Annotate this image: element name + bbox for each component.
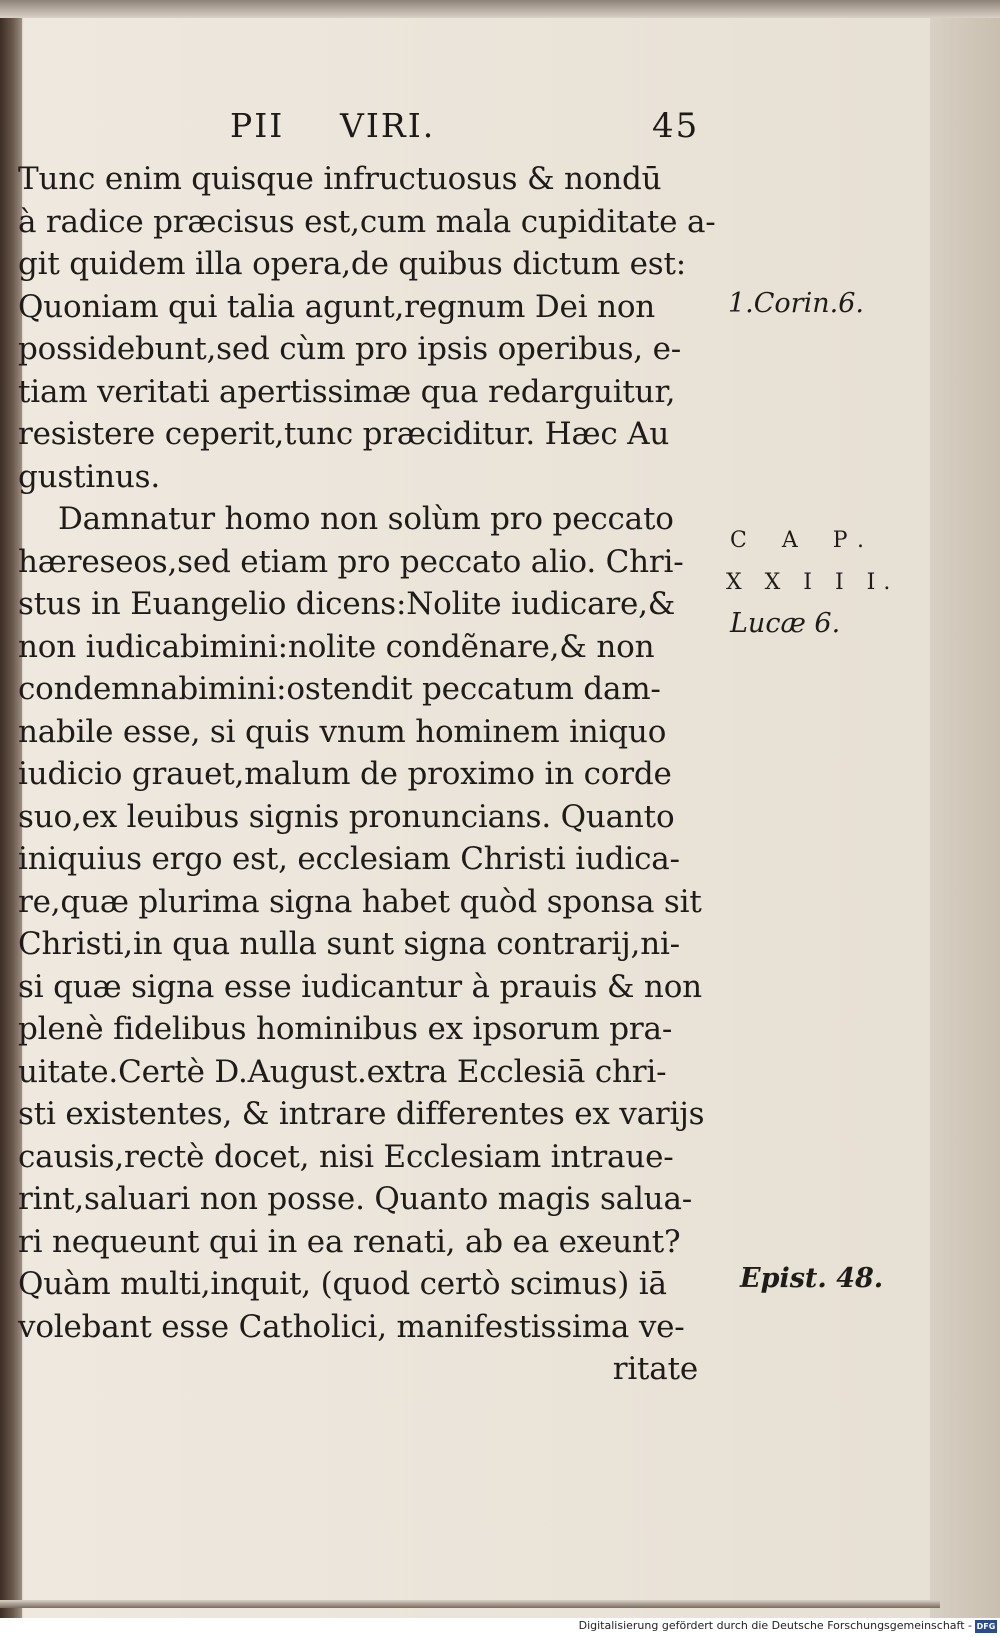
margin-note: Lucæ 6.	[730, 608, 841, 639]
text-line: à radice præcisus est,cum mala cupiditate a-	[18, 203, 716, 240]
main-text	[18, 158, 899, 1391]
running-header	[0, 106, 1000, 156]
text-line: hæreseos,sed etiam pro peccato alio. Chri-	[18, 543, 684, 580]
text-line: iniquius ergo est, ecclesiam Christi iudica-	[18, 841, 680, 877]
text-line: iudicio grauet,malum de proximo in corde	[18, 756, 672, 792]
text-line: Tunc enim quisque infructuosus & nondū	[18, 161, 662, 197]
text-line: condemnabimini:ostendit peccatum dam-	[18, 671, 661, 707]
text-line: si quæ signa esse iudicantur à prauis & non	[18, 968, 702, 1005]
text-line: non iudicabimini:nolite condẽnare,& non	[18, 628, 655, 665]
margin-note: X X I I I.	[726, 570, 899, 595]
text-line: ri nequeunt qui in ea renati, ab ea exeunt?	[18, 1223, 681, 1260]
text-line: plenè fidelibus hominibus ex ipsorum pra-	[18, 1011, 673, 1047]
text-line: git quidem illa opera,de quibus dictum est:	[18, 246, 687, 282]
text-line: gustinus.	[18, 458, 160, 495]
footer-credit: Digitalisierung gefördert durch die Deutsche Forschungsgemeinschaft -	[578, 1619, 972, 1632]
text-line: stus in Euangelio dicens:Nolite iudicare,&	[18, 586, 676, 622]
text-line: re,quæ plurima signa habet quòd sponsa sit	[18, 883, 702, 920]
header-left: PII	[230, 106, 285, 145]
text-line: sti existentes, & intrare differentes ex varijs	[18, 1096, 705, 1132]
text-line: uitate.Certè D.August.extra Ecclesiā chri-	[18, 1053, 667, 1090]
text-line: tiam veritati apertissimæ qua redarguitur,	[18, 373, 676, 410]
text-line: resistere ceperit,tunc præciditur. Hæc Au	[18, 416, 670, 452]
margin-note: C A P.	[730, 528, 879, 553]
header-right: VIRI.	[340, 106, 436, 145]
text-line: nabile esse, si quis vnum hominem iniquo	[18, 713, 667, 750]
margin-note: 1.Corin.6.	[728, 288, 864, 319]
text-line: suo,ex leuibus signis pronuncians. Quanto	[18, 798, 675, 835]
text-line: volebant esse Catholici, manifestissima ve-	[18, 1308, 685, 1345]
text-line: Quàm multi,inquit, (quod certò scimus) iā	[18, 1266, 667, 1302]
text-line: rint,saluari non posse. Quanto magis salua-	[18, 1181, 693, 1217]
page-number: 45	[652, 106, 700, 146]
page-bottom-edge	[0, 1600, 940, 1608]
text-line: Damnatur homo non solùm pro peccato	[58, 501, 674, 537]
text-line: Christi,in qua nulla sunt signa contrarij,ni-	[18, 926, 680, 962]
page-top-edge	[0, 0, 1000, 18]
text-line: Quoniam qui talia agunt,regnum Dei non	[18, 288, 656, 325]
page-right-shadow	[930, 0, 1000, 1637]
text-line: causis,rectè docet, nisi Ecclesiam intraue-	[18, 1138, 674, 1175]
margin-note: Epist. 48.	[740, 1263, 884, 1294]
dfg-logo-icon: DFG	[976, 1622, 996, 1631]
catchword-line: ritate	[612, 1351, 698, 1387]
text-line: possidebunt,sed cùm pro ipsis operibus, e-	[18, 331, 682, 367]
